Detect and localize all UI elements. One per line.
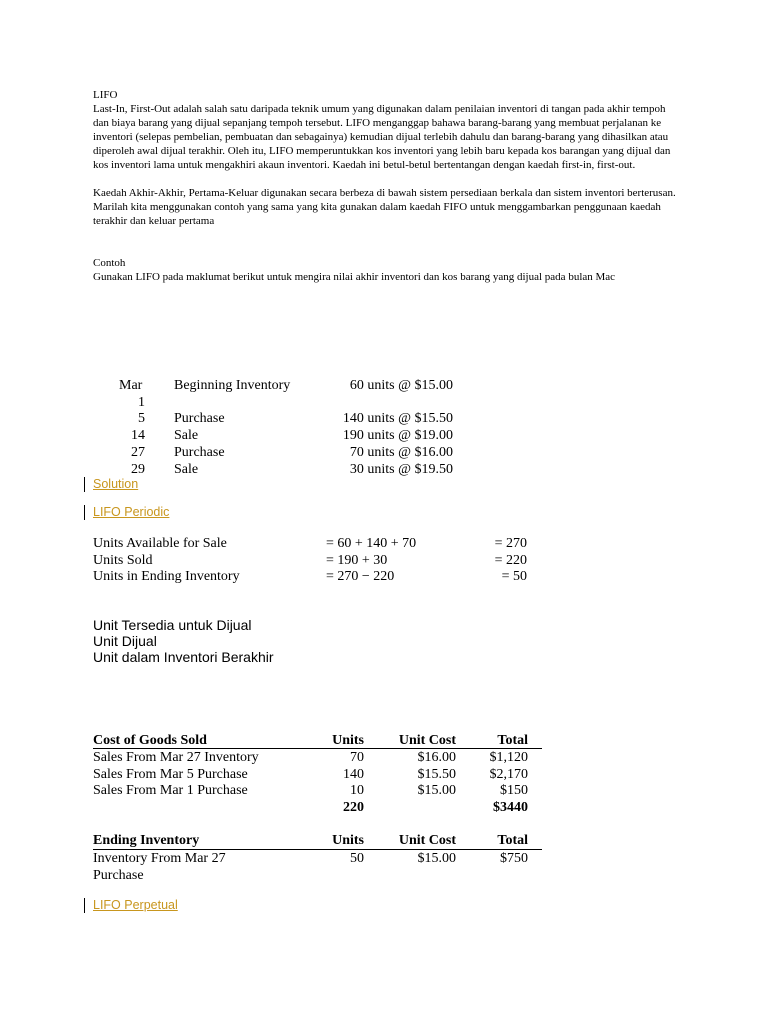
- example-text: Gunakan LIFO pada maklumat berikut untuk mengira nilai akhir inventori dan kos barang yang dijual pada bulan Mac: [93, 271, 616, 283]
- cogs-row-units: 70: [350, 750, 364, 765]
- cogs-row-label: Sales From Mar 5 Purchase: [93, 767, 248, 782]
- tx-desc: Sale: [174, 428, 199, 443]
- ending-row-total: $750: [500, 851, 528, 866]
- calc-result: = 270: [494, 536, 527, 551]
- tx-date: 29: [131, 462, 145, 477]
- cogs-row-unit-cost: $15.50: [417, 767, 456, 782]
- tx-qty: 140 units @ $15.50: [342, 411, 453, 426]
- ending-header-units: Units: [332, 833, 364, 848]
- ending-row-label: Inventory From Mar 27: [93, 851, 226, 866]
- text-cursor: [84, 898, 85, 913]
- cogs-row-label: Sales From Mar 27 Inventory: [93, 750, 259, 765]
- calc-label: Units in Ending Inventory: [93, 569, 240, 584]
- calc-formula: = 270 − 220: [326, 569, 395, 584]
- example-heading: Contoh: [93, 257, 126, 269]
- cogs-row-unit-cost: $15.00: [417, 783, 456, 798]
- cogs-header-unit-cost: Unit Cost: [398, 733, 456, 748]
- cogs-row-total: $150: [500, 783, 528, 798]
- calc-formula: = 60 + 140 + 70: [326, 536, 417, 551]
- cogs-row-total: $2,170: [489, 767, 528, 782]
- intro-paragraph-2: Kaedah Akhir-Akhir, Pertama-Keluar digunakan secara berbeza di bawah sistem persediaan berkala dan sistem inventori berterusan. Marilah kita menggunakan contoh yang sama yang kita gunakan dalam kaedah FIFO untuk menggambarkan penggunaan kaedah terakhir dan keluar pertama: [93, 187, 676, 227]
- lifo-perpetual-link[interactable]: LIFO Perpetual: [93, 898, 178, 912]
- cogs-header-label: Cost of Goods Sold: [93, 733, 207, 748]
- solution-link[interactable]: Solution: [93, 477, 139, 491]
- tx-date: 5: [138, 411, 145, 426]
- cogs-row-unit-cost: $16.00: [417, 750, 456, 765]
- section-heading: LIFO: [93, 89, 118, 101]
- ending-header-total: Total: [497, 833, 528, 848]
- cogs-total-units: 220: [343, 800, 364, 815]
- cogs-row-units: 10: [350, 783, 364, 798]
- tx-desc: Purchase: [174, 411, 225, 426]
- malay-label: Unit Tersedia untuk Dijual: [93, 617, 252, 633]
- cogs-row-total: $1,120: [489, 750, 528, 765]
- cogs-row-label: Sales From Mar 1 Purchase: [93, 783, 248, 798]
- cogs-row-units: 140: [343, 767, 364, 782]
- tx-desc: Beginning Inventory: [174, 378, 291, 393]
- calc-formula: = 190 + 30: [326, 553, 388, 568]
- tx-qty: 70 units @ $16.00: [349, 445, 453, 460]
- tx-qty: 60 units @ $15.00: [349, 378, 453, 393]
- calc-label: Units Sold: [93, 553, 153, 568]
- malay-label: Unit dalam Inventori Berakhir: [93, 649, 274, 665]
- intro-paragraph-1: Last-In, First-Out adalah salah satu daripada teknik umum yang digunakan dalam penilaian inventori di tangan pada akhir tempoh dan biaya barang yang dijual sepanjang tempoh tersebut. LIFO menganggap bahawa barang-barang yang membuat perjalanan ke inventori (selepas pembelian, pembuatan dan sebagainya) kemudian dijual terlebih dahulu dan barang-barang yang dihasilkan atau diperoleh awal dijual terakhir. Oleh itu, LIFO memperuntukkan kos inventori yang lebih baru kepada kos barangan yang dijual dan kos inventori lama untuk mengakhiri akaun inventori. Kaedah ini betul-betul bertentangan dengan kaedah first-in, first-out.: [93, 103, 671, 171]
- tx-qty: 190 units @ $19.00: [342, 428, 453, 443]
- cogs-header-units: Units: [332, 733, 364, 748]
- calc-label: Units Available for Sale: [93, 536, 227, 551]
- tx-qty: 30 units @ $19.50: [349, 462, 453, 477]
- malay-label: Unit Dijual: [93, 633, 157, 649]
- ending-row-units: 50: [350, 851, 364, 866]
- cogs-header-total: Total: [497, 733, 528, 748]
- cogs-total-value: $3440: [493, 800, 528, 815]
- tx-date: Mar: [119, 378, 143, 393]
- tx-desc: Purchase: [174, 445, 225, 460]
- lifo-periodic-link[interactable]: LIFO Periodic: [93, 505, 170, 519]
- tx-desc: Sale: [174, 462, 199, 477]
- tx-date: 27: [131, 445, 145, 460]
- calc-result: = 50: [501, 569, 527, 584]
- ending-header-label: Ending Inventory: [93, 833, 200, 848]
- tx-date: 14: [131, 428, 145, 443]
- ending-header-unit-cost: Unit Cost: [398, 833, 456, 848]
- tx-date: 1: [138, 395, 145, 410]
- ending-row-label-cont: Purchase: [93, 868, 144, 883]
- calc-result: = 220: [494, 553, 527, 568]
- ending-row-unit-cost: $15.00: [417, 851, 456, 866]
